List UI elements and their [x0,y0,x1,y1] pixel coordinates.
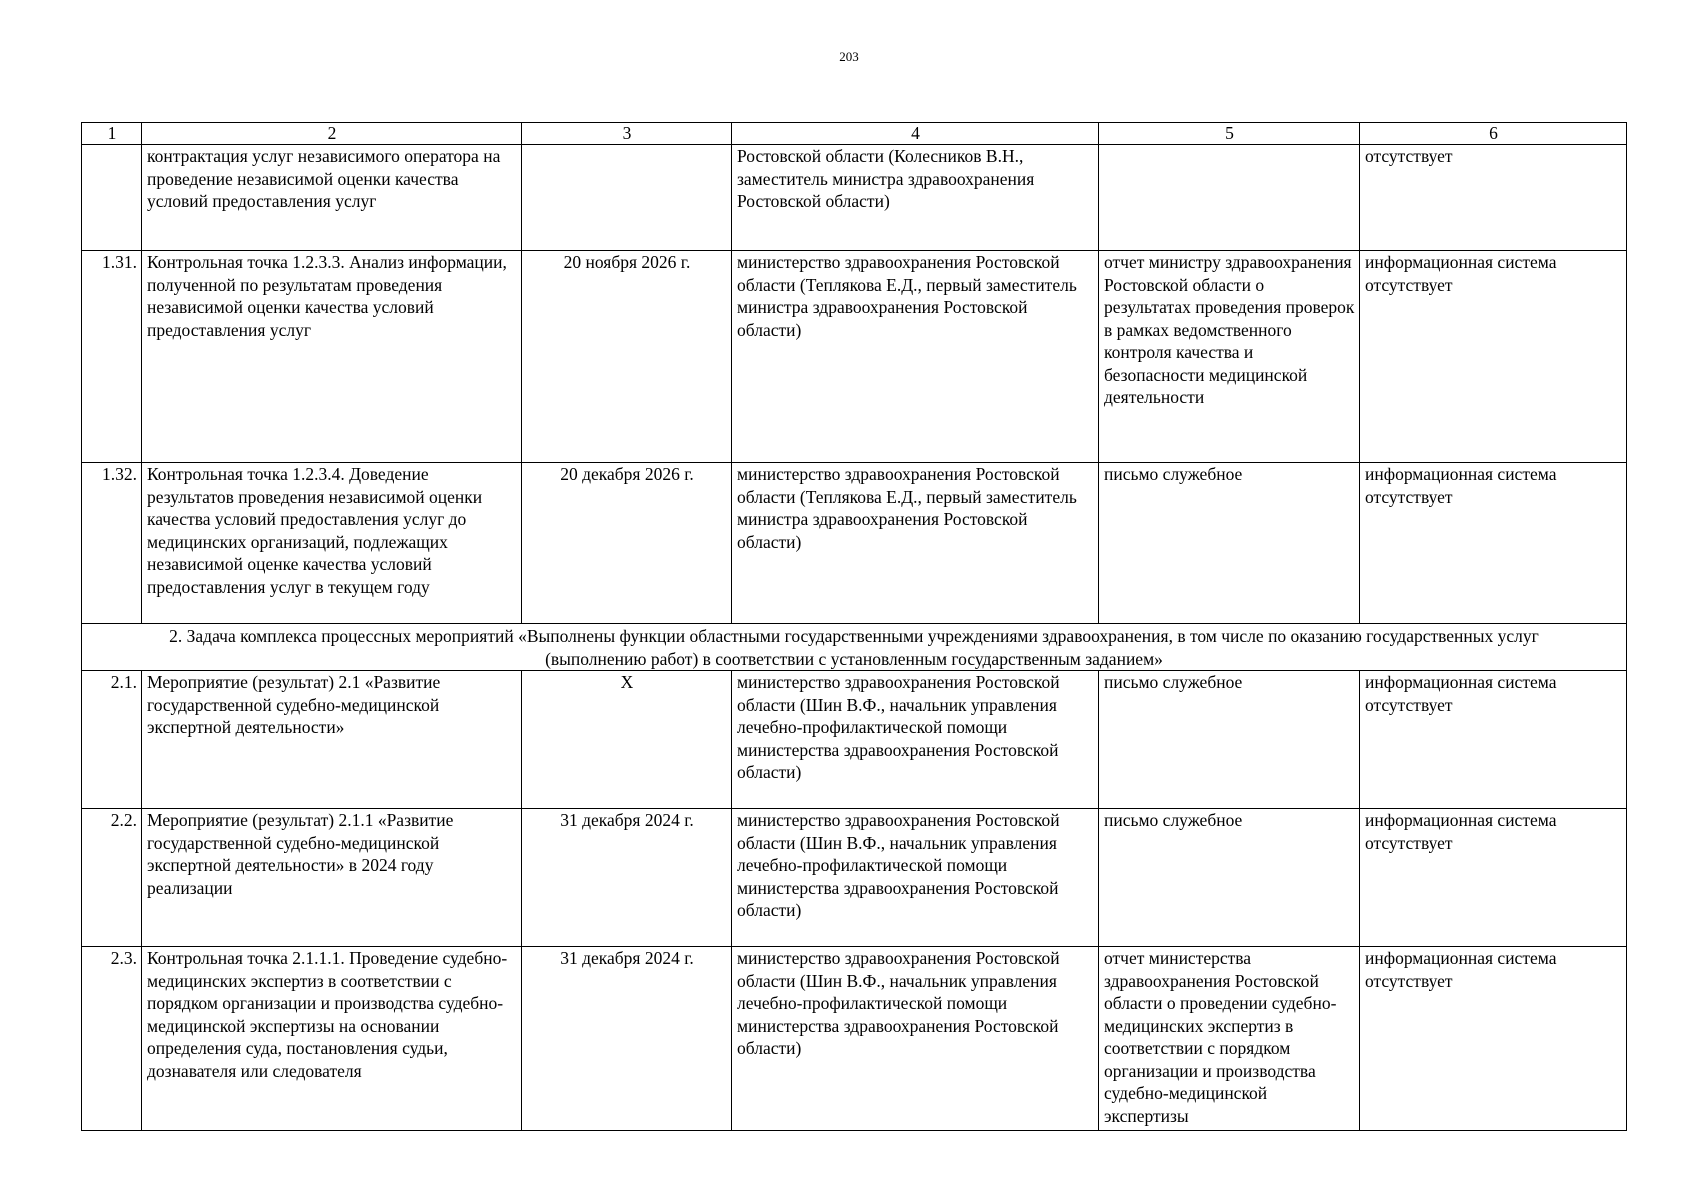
table-row [82,671,1627,809]
row-system: информационная система отсутствует [1360,671,1627,809]
table-row [82,463,1627,624]
table-row [82,947,1627,1131]
row-responsible: министерство здравоохранения Ростовской области (Шин В.Ф., начальник управления лечебно-профилактической помощи министерства здравоохранения Ростовской области) [732,671,1099,809]
row-description: Контрольная точка 2.1.1.1. Проведение судебно-медицинских экспертиз в соответствии с порядком организации и производства судебно-медицинской экспертизы на основании определения суда, постановления судьи, дознавателя или следователя [142,947,522,1131]
row-number: 2.2. [82,809,142,947]
row-date: 20 ноября 2026 г. [522,251,732,463]
row-responsible: Ростовской области (Колесников В.Н., заместитель министра здравоохранения Ростовской области) [732,145,1099,251]
row-responsible: министерство здравоохранения Ростовской области (Шин В.Ф., начальник управления лечебно-профилактической помощи министерства здравоохранения Ростовской области) [732,809,1099,947]
header-row [82,123,1627,145]
table-row [82,809,1627,947]
row-description: Мероприятие (результат) 2.1 «Развитие государственной судебно-медицинской экспертной деятельности» [142,671,522,809]
row-document: письмо служебное [1099,809,1360,947]
table-row [82,145,1627,251]
header-cell: 4 [732,123,1099,145]
row-number: 2.1. [82,671,142,809]
row-number [82,145,142,251]
row-description: контрактация услуг независимого оператора на проведение независимой оценки качества условий предоставления услуг [142,145,522,251]
row-date: Х [522,671,732,809]
row-responsible: министерство здравоохранения Ростовской области (Теплякова Е.Д., первый заместитель министра здравоохранения Ростовской области) [732,463,1099,624]
row-date: 20 декабря 2026 г. [522,463,732,624]
row-responsible: министерство здравоохранения Ростовской области (Теплякова Е.Д., первый заместитель министра здравоохранения Ростовской области) [732,251,1099,463]
row-number: 2.3. [82,947,142,1131]
row-document: письмо служебное [1099,463,1360,624]
row-system: отсутствует [1360,145,1627,251]
page-number: 203 [839,49,859,64]
row-document: письмо служебное [1099,671,1360,809]
header-cell: 6 [1360,123,1627,145]
section-title: 2. Задача комплекса процессных мероприятий «Выполнены функции областными государственными учреждениями здравоохранения, в том числе по оказанию государственных услуг (выполнению работ) в соответствии с установленным государственным заданием» [82,624,1627,671]
row-number: 1.31. [82,251,142,463]
row-date: 31 декабря 2024 г. [522,809,732,947]
row-description: Контрольная точка 1.2.3.3. Анализ информации, полученной по результатам проведения независимой оценки качества условий предоставления услуг [142,251,522,463]
plan-table [81,122,1627,1131]
header-cell: 5 [1099,123,1360,145]
row-description: Контрольная точка 1.2.3.4. Доведение результатов проведения независимой оценки качества условий предоставления услуг до медицинских организаций, подлежащих независимой оценке качества условий предоставления услуг в текущем году [142,463,522,624]
section-row [82,624,1627,671]
row-system: информационная система отсутствует [1360,809,1627,947]
row-date [522,145,732,251]
row-system: информационная система отсутствует [1360,251,1627,463]
row-document [1099,145,1360,251]
row-description: Мероприятие (результат) 2.1.1 «Развитие государственной судебно-медицинской экспертной деятельности» в 2024 году реализации [142,809,522,947]
row-number: 1.32. [82,463,142,624]
header-cell: 2 [142,123,522,145]
header-cell: 1 [82,123,142,145]
row-document: отчет министру здравоохранения Ростовской области о результатах проведения проверок в рамках ведомственного контроля качества и безопасности медицинской деятельности [1099,251,1360,463]
row-system: информационная система отсутствует [1360,463,1627,624]
row-date: 31 декабря 2024 г. [522,947,732,1131]
header-cell: 3 [522,123,732,145]
row-document: отчет министерства здравоохранения Ростовской области о проведении судебно-медицинских экспертиз в соответствии с порядком организации и производства судебно-медицинской экспертизы [1099,947,1360,1131]
row-system: информационная система отсутствует [1360,947,1627,1131]
row-responsible: министерство здравоохранения Ростовской области (Шин В.Ф., начальник управления лечебно-профилактической помощи министерства здравоохранения Ростовской области) [732,947,1099,1131]
table-row [82,251,1627,463]
